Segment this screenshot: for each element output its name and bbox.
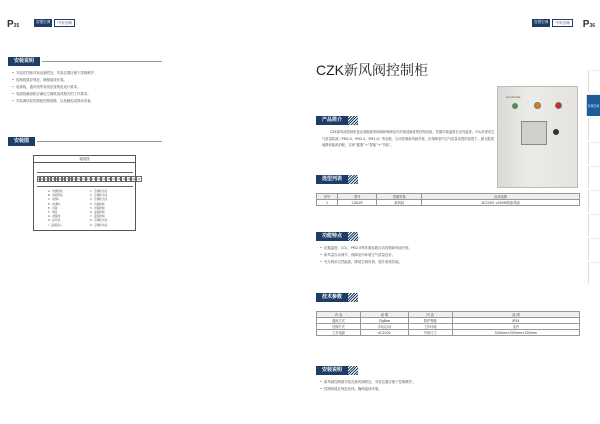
side-tab[interactable] (588, 262, 600, 284)
terminal: 6 (62, 178, 65, 181)
selection-section (316, 175, 580, 206)
section-header (8, 137, 162, 146)
right-header-tags (532, 19, 573, 27)
section-title: 产品简介 (316, 116, 348, 125)
green-indicator-icon (512, 103, 518, 109)
terminal: 10 (76, 178, 80, 181)
side-tab[interactable] (588, 118, 600, 140)
column-header: 内 容 (408, 312, 452, 318)
red-indicator-icon (555, 102, 562, 109)
column-header: 型号 (338, 194, 377, 200)
list-item: • 新风阀控制箱安装在新风阀附近，安装位置应便于控制维护。 (320, 380, 416, 384)
column-header: 说 明 (452, 312, 579, 318)
list-item: • 安装调试前控制柜控制电路，以免触电或损坏设备。 (12, 99, 94, 103)
section-title: 技术参数 (316, 293, 348, 302)
column-header: 控制对象 (377, 194, 422, 200)
controller-panel-icon (521, 121, 547, 145)
terminal: 2 (48, 178, 51, 181)
selection-table (316, 193, 580, 206)
terminal-strip (37, 176, 141, 182)
section-header (316, 293, 580, 302)
terminal: 22 (137, 178, 141, 181)
terminal: 13 (92, 178, 96, 181)
header-tag: 中央空调 (54, 19, 74, 27)
table-row: 控制方式 手动/自动 工作环境 室内 (317, 324, 580, 330)
section-title: 功能特点 (316, 232, 348, 241)
legend-left (48, 190, 88, 228)
features-list (316, 245, 580, 266)
header-tag: 智慧空调 (34, 19, 52, 27)
side-tab[interactable] (588, 142, 600, 164)
wiring-diagram (33, 155, 141, 231)
terminal: 12 (87, 178, 91, 181)
section-title: 选型列表 (316, 175, 348, 184)
legend-item: B · 电源进线 (48, 194, 63, 198)
terminal: 8 (69, 178, 72, 181)
terminal: 3 (52, 178, 54, 181)
column-header: 内 容 (317, 312, 361, 318)
cabinet-image (497, 86, 578, 188)
column-header: 应用范围 (422, 194, 580, 200)
list-item: • 电源线、通讯线等布线应按规范设计要求。 (12, 85, 81, 89)
legend-item: D · 电源N (48, 202, 60, 206)
section-header (316, 232, 580, 241)
legend-item: 1 · 空调柜出线 (90, 190, 108, 193)
legend-item: 7 · 温度控制 (90, 215, 105, 219)
list-item: • 安装在控制对象设备附近，安装位置应便于控制维护。 (12, 71, 98, 75)
terminal: 7 (66, 178, 68, 181)
legend-item: I · 温度探头 (48, 223, 62, 227)
intro-section (316, 116, 496, 149)
legend-right (90, 190, 134, 228)
terminal: 9 (73, 178, 75, 181)
header-tag: 中央空调 (552, 19, 572, 27)
list-item: • 控制线缆应规范布线，确保接线牢靠。 (320, 387, 382, 391)
header-tag: 智慧空调 (532, 19, 550, 27)
section-title: 安装说明 (8, 57, 40, 66)
legend-item: 5 · 风阀控制 (90, 206, 105, 210)
terminal: 11 (81, 178, 86, 181)
orange-indicator-icon (534, 102, 541, 109)
terminal: 17 (112, 178, 116, 181)
terminal: 19 (122, 178, 126, 181)
section-header (8, 57, 162, 66)
list-item: • 依据温度、CO₂、PM2.5等环境参数自动控制新风阀开度。 (320, 246, 412, 250)
side-tab[interactable] (588, 238, 600, 260)
product-title: CZK新风阀控制柜 (316, 62, 428, 78)
legend-item: C · 电源L (48, 198, 59, 202)
install-list (8, 70, 162, 105)
section-title: 安装图 (8, 137, 35, 146)
terminal: 1 (45, 178, 47, 181)
section-header (316, 366, 580, 375)
intro-text: CZK新风阀控制柜是由智能新风调阀和保障室内环境清新度的控制设备。依据环境温度在室内温度，CO₂浓度或空气质量检测（PM2.5，PM2.5，PM1.0）等参数，自动控制新风阀开度，在保障室内空气质量前提的前提下，最大限度地降低能源消耗，实现“健康”+“智能”+“节能”。 (322, 130, 495, 147)
section-header (316, 116, 496, 125)
terminal: 18 (117, 178, 121, 181)
legend-item: A · 电源进线 (48, 190, 63, 193)
side-tab[interactable] (588, 166, 600, 188)
legend-item: G · 控制线 (48, 215, 61, 219)
list-item: • 电源线截面积应满足空调机组或相关的工作要求。 (12, 92, 91, 96)
list-item: • 新风量自动调节，保障室内环境空气质量良好。 (320, 253, 396, 257)
table-row: 工作电源 AC220V 外形尺寸 500mm×300mm×200mm (317, 330, 580, 336)
install-list (316, 379, 580, 393)
list-item: • 充分利用自然能源，降低空调负荷，提升系统效能。 (320, 260, 402, 264)
table-row: 1 CZK-XF 新风阀 AC220V ≤500W的新风阀 (317, 200, 580, 206)
left-install-section (8, 57, 162, 105)
left-diagram-section (8, 137, 162, 146)
terminal: 20 (127, 178, 131, 181)
side-tab[interactable] (588, 214, 600, 236)
legend-item: 9 · 空调柜出线 (90, 223, 108, 227)
legend-item: 3 · 空调柜出线 (90, 198, 108, 202)
side-tab[interactable] (588, 70, 600, 92)
left-page-number: P35 (7, 19, 20, 30)
terminal: 14 (97, 178, 101, 181)
list-item: • 控制线缆应规范，确保接线牢靠。 (12, 78, 67, 82)
section-title: 安装说明 (316, 366, 348, 375)
column-header: 序号 (317, 194, 338, 200)
section-header (316, 175, 580, 184)
cabinet-label: Controller (506, 95, 521, 99)
specs-section (316, 293, 580, 336)
legend-item: 6 · 温度控制 (90, 211, 105, 215)
features-section (316, 232, 580, 266)
legend-item: H · 信号线 (48, 219, 61, 223)
diagram-title: 接线图 (34, 156, 135, 163)
left-header-tags (34, 19, 75, 27)
terminal: 5 (59, 178, 61, 181)
legend-item: F · 风阀 (48, 211, 58, 215)
legend-item: E · 风阀 (48, 206, 58, 210)
terminal: N (41, 178, 44, 181)
terminal: 4 (55, 178, 58, 181)
terminal: 16 (107, 178, 111, 181)
terminal: L (38, 178, 40, 181)
legend-item: 4 · 风阀控制 (90, 202, 105, 206)
right-install-section (316, 366, 580, 393)
legend-item: 2 · 空调柜出线 (90, 194, 108, 198)
legend-item: 8 · 空调柜出线 (90, 219, 108, 223)
right-page-number: P36 (582, 19, 595, 30)
terminal: 15 (102, 178, 106, 181)
terminal: 21 (132, 178, 136, 181)
side-tab[interactable]: 智慧空调 (586, 94, 600, 116)
column-header: 说 明 (361, 312, 408, 318)
table-row: 通讯方式 ZigBee 防护等级 IP54 (317, 318, 580, 324)
specs-table (316, 311, 580, 336)
knob-icon (553, 129, 559, 135)
side-tab[interactable] (588, 190, 600, 212)
